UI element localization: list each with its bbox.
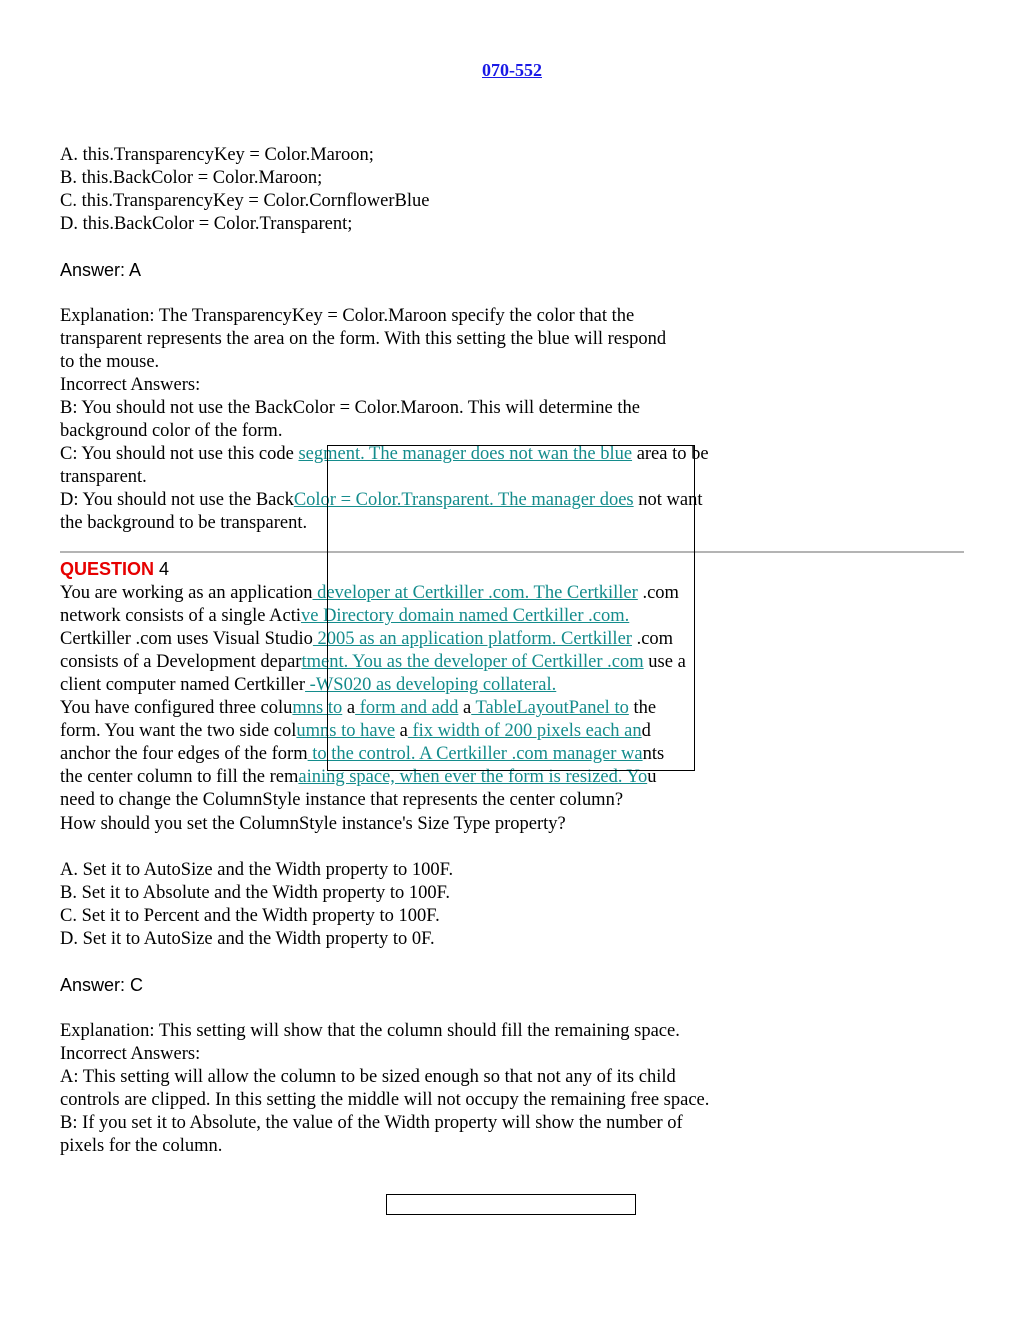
question-number: 4	[159, 559, 170, 579]
text-segment: nts	[642, 744, 665, 764]
q4-body-line	[60, 674, 556, 697]
inline-link[interactable]: aining space, when ever the form is resized. Yo	[298, 767, 648, 787]
q4-option-b: B. Set it to Absolute and the Width property to 100F.	[60, 883, 451, 903]
q4-option-a: A. Set it to AutoSize and the Width property to 100F.	[60, 860, 454, 880]
inline-link[interactable]: -WS020 as developing collateral.	[305, 675, 557, 695]
text-segment: You are working as an application	[60, 583, 313, 603]
q4-body-line	[60, 766, 656, 789]
text-segment: form. You want the two side col	[60, 721, 297, 741]
q4-body-line: How should you set the ColumnStyle instance's Size Type property?	[60, 814, 566, 834]
q4-body-line	[60, 628, 673, 651]
footer-box	[386, 1194, 636, 1215]
text-segment: client computer named Certkiller	[60, 675, 306, 695]
text-segment: u	[647, 767, 657, 787]
q4-incorrect-heading: Incorrect Answers:	[60, 1044, 201, 1064]
q4-body-line	[60, 697, 656, 720]
q3-answer: Answer: A	[60, 260, 142, 280]
q4-body-line: need to change the ColumnStyle instance that represents the center column?	[60, 790, 624, 810]
text-segment: consists of a Development depar	[60, 652, 302, 672]
text-segment: area to be	[632, 444, 709, 464]
inline-link[interactable]: segment. The manager does not wan the blue	[298, 444, 633, 464]
page-header	[0, 60, 1024, 81]
inline-link[interactable]: fix width of 200 pixels each an	[407, 721, 642, 741]
text-segment: d	[641, 721, 651, 741]
q4-body-line	[60, 743, 664, 766]
inline-link[interactable]: tment. You as the developer of Certkiller .com	[301, 652, 644, 672]
q3-explanation-line: the background to be transparent.	[60, 513, 308, 533]
text-segment: a	[458, 698, 472, 718]
text-segment: the	[628, 698, 657, 718]
inline-link[interactable]: TableLayoutPanel to	[471, 698, 629, 718]
q4-body-line	[60, 720, 651, 743]
text-segment: use a	[643, 652, 686, 672]
text-segment: You have configured three colu	[60, 698, 293, 718]
inline-link[interactable]: 2005 as an application platform. Certkiller	[312, 629, 632, 649]
text-segment: .com	[637, 583, 679, 603]
question-label: QUESTION	[60, 559, 155, 579]
q4-option-c: C. Set it to Percent and the Width property to 100F.	[60, 906, 440, 926]
inline-link[interactable]: umns to have	[296, 721, 396, 741]
inline-link[interactable]: Color = Color.Transparent. The manager does	[293, 490, 634, 510]
inline-link[interactable]: developer at Certkiller .com. The Certkiller	[312, 583, 638, 603]
q3-option-a: A. this.TransparencyKey = Color.Maroon;	[60, 145, 374, 165]
q3-explanation-line: background color of the form.	[60, 421, 283, 441]
text-segment: C: You should not use this code	[60, 444, 299, 464]
q3-option-d: D. this.BackColor = Color.Transparent;	[60, 214, 353, 234]
q4-explanation-line: B: If you set it to Absolute, the value of the Width property will show the number of	[60, 1113, 683, 1133]
text-segment: Certkiller .com uses Visual Studio	[60, 629, 313, 649]
text-segment: anchor the four edges of the form	[60, 744, 308, 764]
q3-explanation-line: B: You should not use the BackColor = Color.Maroon. This will determine the	[60, 398, 640, 418]
question-heading	[60, 558, 169, 581]
q4-body-line	[60, 605, 629, 628]
q3-incorrect-heading: Incorrect Answers:	[60, 375, 201, 395]
text-segment: the center column to fill the rem	[60, 767, 299, 787]
q3-option-c: C. this.TransparencyKey = Color.CornflowerBlue	[60, 191, 430, 211]
section-divider	[60, 551, 964, 553]
q4-explanation-line: A: This setting will allow the column to be sized enough so that not any of its child	[60, 1067, 676, 1087]
text-segment: network consists of a single Acti	[60, 606, 301, 626]
q4-explanation-line: Explanation: This setting will show that the column should fill the remaining space.	[60, 1021, 680, 1041]
text-segment: not want	[633, 490, 703, 510]
q3-option-b: B. this.BackColor = Color.Maroon;	[60, 168, 323, 188]
q4-body-line	[60, 651, 686, 674]
q3-explanation-line: transparent.	[60, 467, 147, 487]
inline-link[interactable]: mns to	[292, 698, 343, 718]
q4-answer: Answer: C	[60, 975, 144, 995]
q4-option-d: D. Set it to AutoSize and the Width property to 0F.	[60, 929, 435, 949]
inline-link[interactable]: form and add	[355, 698, 459, 718]
text-segment: D: You should not use the Back	[60, 490, 294, 510]
text-segment: .com	[631, 629, 674, 649]
text-segment: a	[395, 721, 408, 741]
q3-explanation-line: transparent represents the area on the form. With this setting the blue will respond	[60, 329, 667, 349]
text-segment: a	[342, 698, 356, 718]
q3-explanation-line: Explanation: The TransparencyKey = Color.Maroon specify the color that the	[60, 306, 635, 326]
q4-explanation-line: controls are clipped. In this setting the middle will not occupy the remaining free space.	[60, 1090, 710, 1110]
q3-explanation-line: to the mouse.	[60, 352, 160, 372]
exam-code-link[interactable]: 070-552	[482, 60, 542, 80]
q4-explanation-line: pixels for the column.	[60, 1136, 223, 1156]
q3-d-line	[60, 489, 702, 512]
inline-link[interactable]: ve Directory domain named Certkiller .com.	[300, 606, 630, 626]
q4-body-line	[60, 582, 679, 605]
q3-c-line	[60, 443, 709, 466]
inline-link[interactable]: to the control. A Certkiller .com manager wa	[307, 744, 643, 764]
